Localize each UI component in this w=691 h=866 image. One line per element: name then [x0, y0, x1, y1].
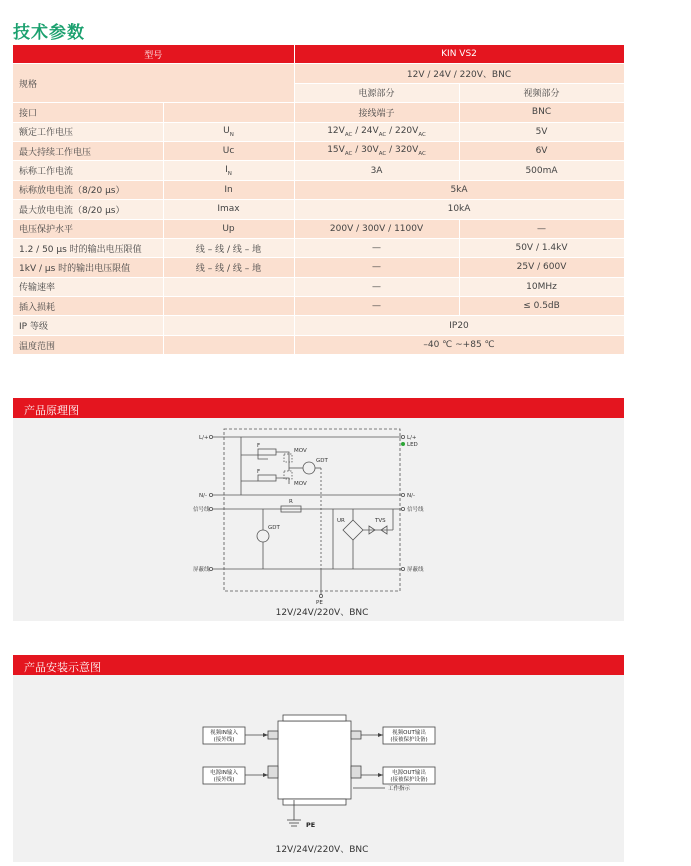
row-label: 最大持续工作电压	[13, 141, 163, 160]
label-pe: PE	[306, 821, 316, 829]
table-row	[13, 297, 624, 316]
device-body	[278, 721, 351, 799]
install-section-title: 产品安装示意图	[24, 661, 101, 674]
wire	[241, 455, 268, 459]
terminal-shield-out	[401, 567, 404, 570]
value-part: / 320V	[386, 145, 419, 156]
label-f1: F	[257, 443, 261, 449]
enclosure-outline	[224, 429, 400, 591]
table-row	[13, 316, 624, 335]
label-power-out: 电源OUT输出	[392, 770, 426, 776]
terminal-in-connector	[268, 766, 278, 778]
principle-panel	[13, 418, 624, 621]
row-symbol: Imax	[163, 200, 294, 219]
row-power-value: —	[294, 277, 459, 296]
table-row	[13, 238, 624, 257]
arrow-head	[263, 773, 268, 777]
device-top-flange	[283, 715, 346, 721]
row-label: 温度范围	[13, 335, 163, 354]
row-label: 1.2 / 50 μs 时的输出电压限值	[13, 238, 163, 257]
table-row	[13, 258, 624, 277]
label-video-out: 视频OUT输出	[392, 730, 426, 736]
row-symbol-sub: N	[229, 131, 234, 138]
terminal-out-connector	[351, 766, 361, 778]
table-row	[13, 335, 624, 354]
label-led: LED	[407, 442, 418, 448]
label-shield-out: 屏蔽线	[407, 567, 424, 573]
row-label: 额定工作电压	[13, 122, 163, 141]
led-icon	[401, 442, 405, 446]
row-symbol	[163, 335, 294, 354]
bnc-in-connector	[268, 731, 278, 739]
value-part: 12V	[327, 125, 345, 136]
value-part: / 220V	[386, 125, 419, 136]
label-mov2: MOV	[294, 481, 307, 487]
label-gdt-signal: GDT	[268, 525, 280, 531]
terminal-l-in	[209, 435, 212, 438]
row-power-value	[294, 122, 459, 141]
row-symbol: 线 – 线 / 线 – 地	[163, 258, 294, 277]
table-row	[13, 64, 624, 83]
row-label: 1kV / μs 时的输出电压限值	[13, 258, 163, 277]
row-symbol	[163, 316, 294, 335]
row-symbol-main: U	[223, 125, 230, 136]
row-symbol: Up	[163, 219, 294, 238]
spec-label: 规格	[13, 64, 294, 103]
row-label: 标称工作电流	[13, 161, 163, 180]
label-signal-in: 信号线	[193, 507, 210, 513]
row-power-value: 3A	[294, 161, 459, 180]
device-bottom-flange	[283, 799, 346, 805]
row-power-value: 200V / 300V / 1100V	[294, 219, 459, 238]
label-indicator: 工作指示	[387, 786, 411, 792]
row-value: –40 ℃ ~+85 ℃	[294, 335, 624, 354]
row-video-value: ≤ 0.5dB	[459, 297, 624, 316]
row-label: 插入损耗	[13, 297, 163, 316]
row-video-value: 6V	[459, 141, 624, 160]
fuse-2	[258, 475, 276, 481]
label-f2: F	[257, 469, 261, 475]
row-symbol	[163, 297, 294, 316]
table-row	[13, 141, 624, 160]
model-value: KIN VS2	[294, 45, 624, 64]
unit-subscript: AC	[344, 131, 353, 138]
bridge-rectifier	[343, 520, 363, 540]
row-value: 5kA	[294, 180, 624, 199]
unit-subscript: AC	[418, 151, 426, 158]
unit-subscript: AC	[378, 131, 387, 138]
install-caption: 12V/24V/220V、BNC	[275, 845, 369, 855]
principle-section-bar	[13, 398, 624, 418]
row-symbol	[163, 122, 294, 141]
table-row	[13, 200, 624, 219]
label-n-out: N/-	[407, 493, 415, 499]
label-n-in: N/-	[199, 493, 207, 499]
row-power-value: —	[294, 258, 459, 277]
label-video-out-sub: (接被保护设备)	[390, 737, 428, 743]
row-value: IP20	[294, 316, 624, 335]
table-row	[13, 219, 624, 238]
label-l-out: L/+	[407, 435, 417, 441]
row-video-value: 25V / 600V	[459, 258, 624, 277]
unit-subscript: AC	[418, 131, 426, 138]
terminal-n-out	[401, 493, 404, 496]
row-label: 传输速率	[13, 277, 163, 296]
row-power-value: —	[294, 297, 459, 316]
row-video-value: 50V / 1.4kV	[459, 238, 624, 257]
label-power-in: 电源IN输入	[210, 770, 238, 776]
label-signal-out: 信号线	[407, 507, 424, 513]
row-power-value: —	[294, 238, 459, 257]
terminal-signal-in	[209, 507, 212, 510]
row-symbol-main: I	[225, 164, 228, 175]
row-label: 接口	[13, 103, 163, 122]
row-power-value	[294, 141, 459, 160]
principle-section-title: 产品原理图	[24, 404, 79, 417]
spec-value: 12V / 24V / 220V、BNC	[294, 64, 624, 83]
wire	[276, 478, 289, 484]
label-r: R	[289, 499, 293, 505]
value-part: / 24V	[352, 125, 379, 136]
unit-subscript: AC	[344, 151, 353, 158]
row-video-value: 10MHz	[459, 277, 624, 296]
table-row	[13, 277, 624, 296]
arrow-head	[378, 733, 383, 737]
arrow-head	[378, 773, 383, 777]
row-label: 标称放电电流（8/20 μs）	[13, 180, 163, 199]
table-row	[13, 180, 624, 199]
row-symbol	[163, 161, 294, 180]
row-video-value: BNC	[459, 103, 624, 122]
arrow-head	[263, 733, 268, 737]
row-symbol: Uc	[163, 141, 294, 160]
row-symbol-sub: N	[227, 170, 232, 177]
model-label: 型号	[13, 45, 294, 64]
terminal-n-in	[209, 493, 212, 496]
install-panel	[13, 675, 624, 862]
label-video-in-sub: (接外线)	[213, 737, 235, 743]
part-power-label: 电源部分	[294, 83, 459, 102]
label-video-in: 视频IN输入	[210, 730, 238, 736]
row-symbol	[163, 103, 294, 122]
terminal-signal-out	[401, 507, 404, 510]
label-gdt-power: GDT	[316, 458, 328, 464]
table-row	[13, 122, 624, 141]
mov-1	[284, 454, 292, 462]
bnc-out-connector	[351, 731, 361, 739]
label-pe: PE	[316, 600, 323, 606]
part-video-label: 视频部分	[459, 83, 624, 102]
label-shield-in: 屏蔽线	[193, 567, 210, 573]
terminal-shield-in	[209, 567, 212, 570]
table-row	[13, 103, 624, 122]
label-ur: UR	[337, 518, 345, 524]
install-diagram	[13, 675, 624, 862]
unit-subscript: AC	[378, 151, 387, 158]
wire	[276, 452, 289, 462]
table-header-row	[13, 45, 624, 64]
row-symbol: 线 – 线 / 线 – 地	[163, 238, 294, 257]
row-symbol	[163, 277, 294, 296]
gdt-power	[303, 462, 315, 474]
spec-table	[13, 45, 625, 355]
row-value: 10kA	[294, 200, 624, 219]
page-title: 技术参数	[13, 23, 85, 43]
terminal-l-out	[401, 435, 404, 438]
install-section-bar	[13, 655, 624, 675]
gdt-signal	[257, 530, 269, 542]
row-label: 最大放电电流（8/20 μs）	[13, 200, 163, 219]
label-tvs: TVS	[375, 518, 386, 524]
label-power-in-sub: (接外线)	[213, 777, 235, 783]
row-video-value: 5V	[459, 122, 624, 141]
label-mov1: MOV	[294, 448, 307, 454]
label-l-in: L/+	[199, 435, 209, 441]
row-symbol: In	[163, 180, 294, 199]
circuit-diagram	[13, 418, 624, 621]
principle-caption: 12V/24V/220V、BNC	[275, 608, 369, 618]
row-label: 电压保护水平	[13, 219, 163, 238]
value-part: / 30V	[352, 145, 379, 156]
row-power-value: 接线端子	[294, 103, 459, 122]
fuse-1	[258, 449, 276, 455]
row-label: IP 等级	[13, 316, 163, 335]
table-row	[13, 161, 624, 180]
label-power-out-sub: (接被保护设备)	[390, 777, 428, 783]
row-video-value: 500mA	[459, 161, 624, 180]
value-part: 15V	[327, 145, 345, 156]
row-video-value: —	[459, 219, 624, 238]
